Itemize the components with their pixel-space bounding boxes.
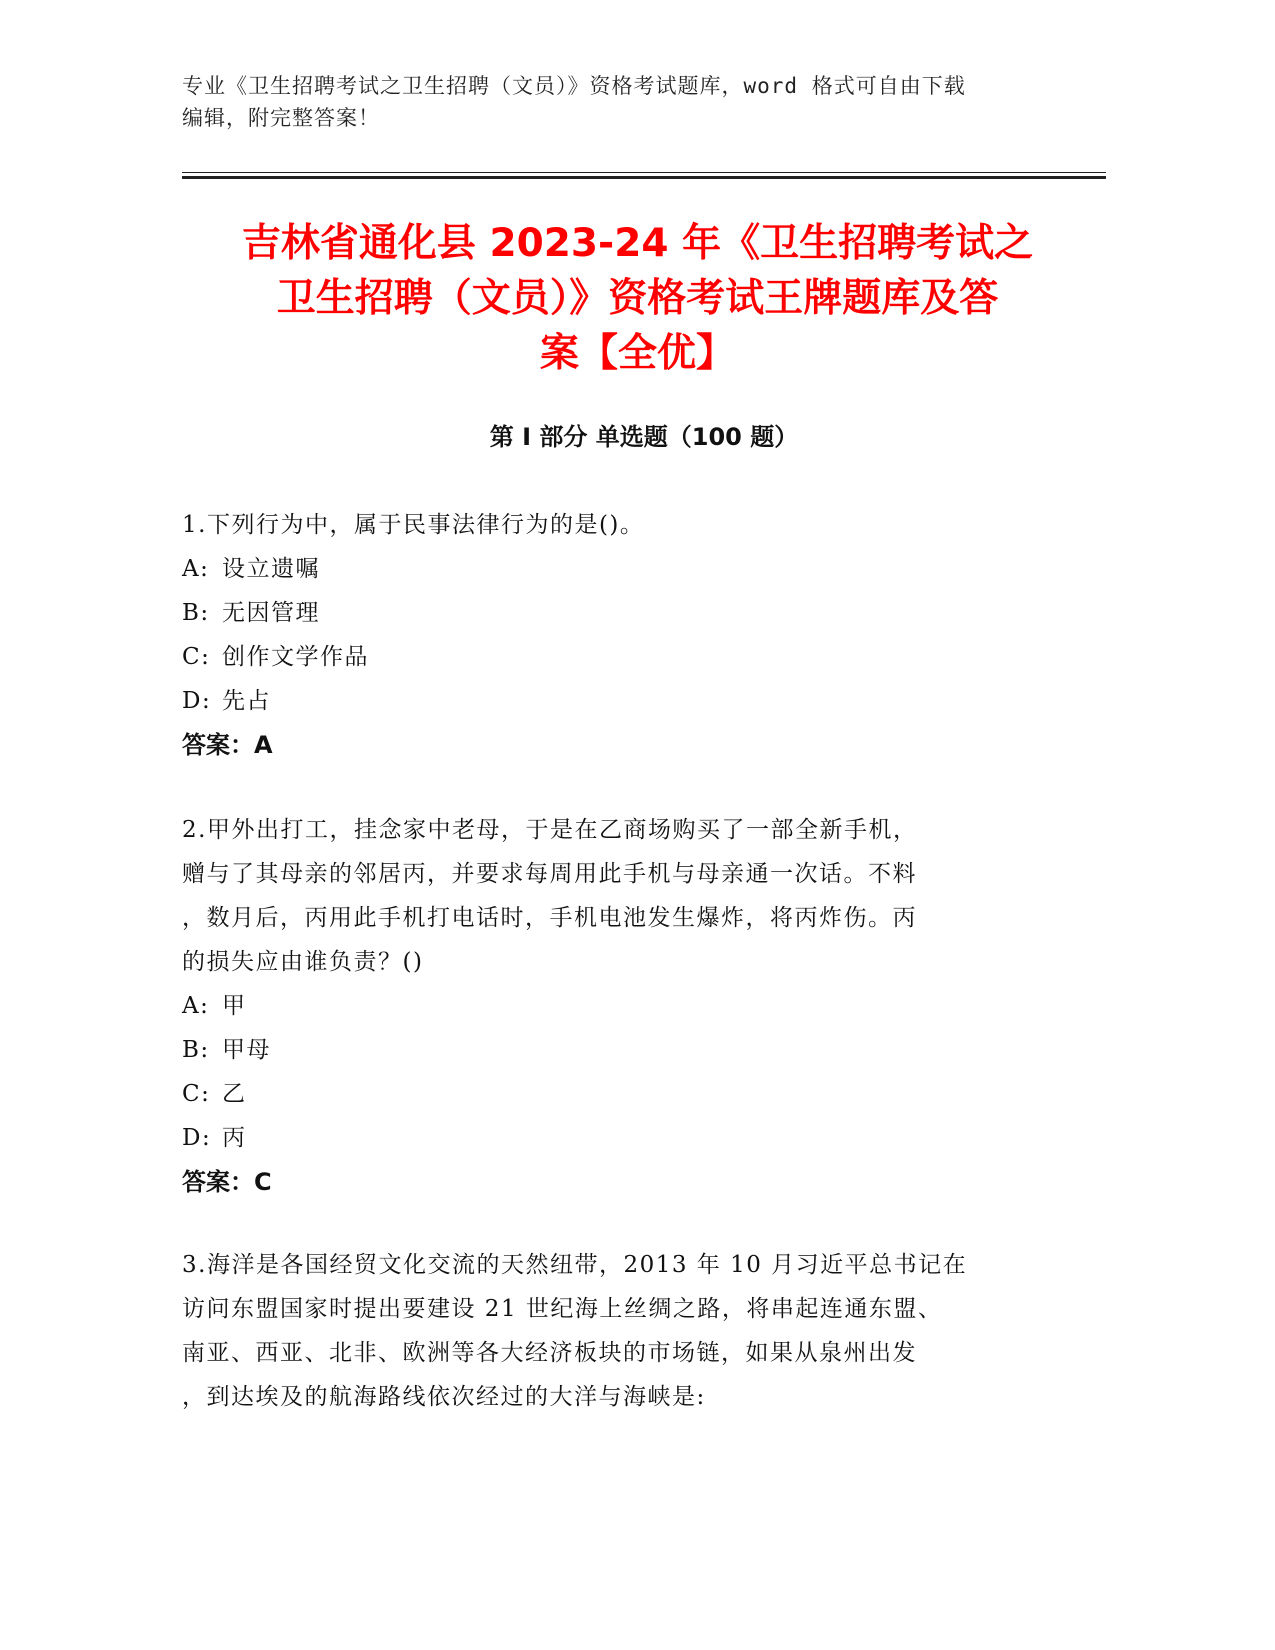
option-text: 丙 (222, 1125, 247, 1151)
question-2-option-c (182, 1072, 1042, 1116)
option-key: D: (182, 688, 212, 714)
question-1-answer: 答案：A (182, 731, 273, 759)
option-text: 先占 (222, 688, 271, 714)
option-text: 甲母 (222, 1037, 271, 1063)
section-title: 第 I 部分 单选题（100 题） (489, 423, 799, 451)
question-1 (182, 503, 1042, 767)
question-3-stem-line-2: 访问东盟国家时提出要建设 21 世纪海上丝绸之路，将串起连通东盟、 (182, 1296, 943, 1322)
title-line-3: 案【全优】 (539, 331, 735, 376)
header-divider-thick (182, 176, 1106, 179)
option-text: 设立遗嘱 (222, 556, 320, 582)
option-text: 乙 (222, 1081, 247, 1107)
question-2-stem-line-2: 赠与了其母亲的邻居丙，并要求每周用此手机与母亲通一次话。不料 (182, 861, 917, 887)
question-2-option-d (182, 1116, 1042, 1160)
option-text: 甲 (222, 993, 247, 1019)
title-line-1: 吉林省通化县 2023-24 年《卫生招聘考试之 (241, 221, 1034, 266)
option-key: D: (182, 1125, 212, 1151)
header-divider-thin (182, 172, 1106, 173)
option-key: C: (182, 644, 211, 670)
option-key: B: (182, 1037, 210, 1063)
header-note-line-2: 编辑，附完整答案！ (182, 106, 380, 130)
option-key: C: (182, 1081, 211, 1107)
question-3-stem-line-3: 南亚、西亚、北非、欧洲等各大经济板块的市场链，如果从泉州出发 (182, 1340, 917, 1366)
question-1-option-a (182, 547, 1042, 591)
question-2-option-b (182, 1028, 1042, 1072)
question-1-option-d (182, 679, 1042, 723)
option-key: A: (182, 993, 210, 1019)
question-2-stem-line-3: ，数月后，丙用此手机打电话时，手机电池发生爆炸，将丙炸伤。丙 (182, 905, 917, 931)
question-2 (182, 808, 1042, 1204)
option-text: 创作文学作品 (222, 644, 369, 670)
question-2-option-a (182, 984, 1042, 1028)
question-2-stem-line-1: 2.甲外出打工，挂念家中老母，于是在乙商场购买了一部全新手机， (182, 817, 918, 843)
question-3-stem-line-4: ，到达埃及的航海路线依次经过的大洋与海峡是: (182, 1384, 706, 1410)
document-header-note (182, 70, 1042, 134)
option-text: 无因管理 (222, 600, 320, 626)
question-1-option-b (182, 591, 1042, 635)
question-3 (182, 1243, 1042, 1419)
question-3-stem-line-1: 3.海洋是各国经贸文化交流的天然纽带，2013 年 10 月习近平总书记在 (182, 1252, 968, 1278)
document-title (150, 216, 1125, 381)
question-2-stem-line-4: 的损失应由谁负责？() (182, 949, 424, 975)
question-1-stem: 1.下列行为中，属于民事法律行为的是()。 (182, 512, 645, 538)
title-line-2: 卫生招聘（文员）》资格考试王牌题库及答 (276, 276, 999, 321)
option-key: B: (182, 600, 210, 626)
question-2-answer: 答案：C (182, 1168, 272, 1196)
question-1-option-c (182, 635, 1042, 679)
header-note-line-1: 专业《卫生招聘考试之卫生招聘（文员）》资格考试题库，word 格式可自由下载 (182, 74, 966, 98)
option-key: A: (182, 556, 210, 582)
